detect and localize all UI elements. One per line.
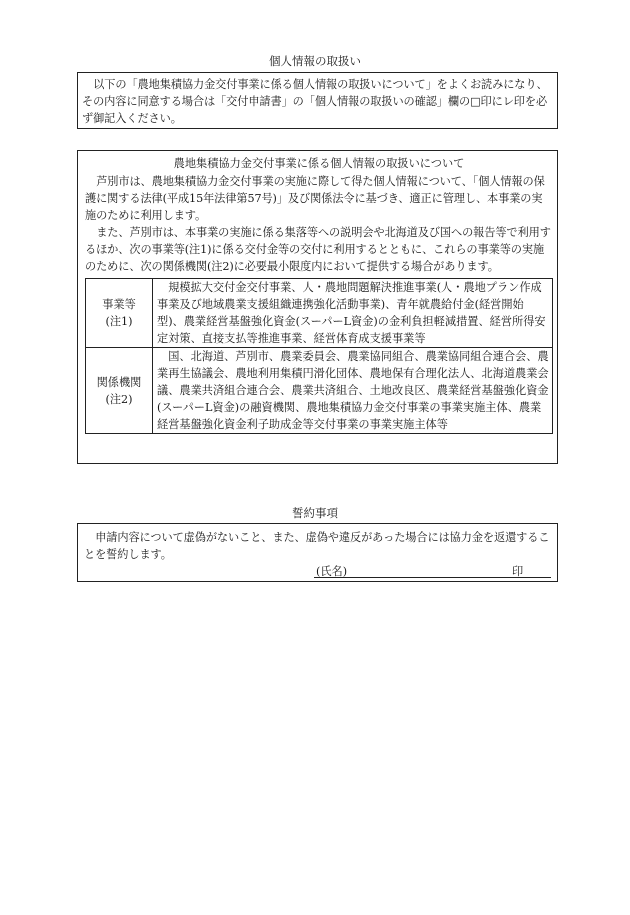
table-row-agencies	[86, 348, 553, 434]
table-label-cell	[86, 279, 153, 348]
notice-text: 以下の「農地集積協力金交付事業に係る個人情報の取扱いについて」をよくお読みになり、その内容に同意する場合は「交付申請書」の「個人情報の取扱いの確認」欄の□印にレ印を必ず御記入ください。	[82, 78, 548, 125]
notice-box	[77, 72, 558, 129]
seal-label: 印	[512, 565, 524, 578]
signature-line[interactable]	[314, 577, 551, 578]
table-content-agencies: 国、北海道、芦別市、農業委員会、農業協同組合、農業協同組合連合会、農業再生協議会、農地利用集積円滑化団体、農地保有合理化法人、北海道農業会議、農業共済組合連合会、農業共済組合、土地改良区、農業経営基盤強化資金(スーパーL資金)の融資機関、農地集積協力金交付事業の事業実施主体、農業経営基盤強化資金利子助成金等交付事業の事業実施主体等	[153, 348, 553, 434]
table-label-cell	[86, 348, 153, 434]
notice-title: 個人情報の取扱い	[269, 54, 361, 68]
table-label: 事業等	[102, 298, 136, 311]
policy-box	[77, 150, 558, 464]
pledge-title: 誓約事項	[292, 506, 338, 520]
policy-paragraph-1: 芦別市は、農地集積協力金交付事業の実施に際して得た個人情報について、「個人情報の保護に関する法律(平成15年法律第57号)」及び関係法令に基づき、適正に管理し、本事業の実施のために利用します。	[85, 175, 545, 222]
table-note: (注1)	[105, 315, 133, 328]
table-note: (注2)	[105, 392, 133, 406]
table-label: 関係機関	[96, 375, 142, 389]
name-label: (氏名)	[316, 565, 348, 578]
policy-paragraph-2: また、芦別市は、本事業の実施に係る集落等への説明会や北海道及び国への報告等で利用するほか、次の事業等(注1)に係る交付金等の交付に利用するとともに、これらの事業等の実施のために、次の関係機関(注2)に必要最小限度内において提供する場合があります。	[85, 226, 551, 273]
table-content-projects: 規模拡大交付金交付事業、人・農地問題解決推進事業(人・農地プラン作成事業及び地域農業支援組織連携強化活動事業)、青年就農給付金(経営開始型)、農業経営基盤強化資金(スーパーL資金)の金利負担軽減措置、経営所得安定対策、直接支払等推進事業、経営体育成支援事業等	[153, 279, 553, 348]
table-row-projects	[86, 279, 553, 348]
pledge-text: 申請内容について虚偽がないこと、また、虚偽や違反があった場合には協力金を返還することを誓約します。	[84, 531, 550, 561]
policy-title: 農地集積協力金交付事業に係る個人情報の取扱いについて	[173, 157, 465, 170]
policy-table	[85, 278, 553, 434]
